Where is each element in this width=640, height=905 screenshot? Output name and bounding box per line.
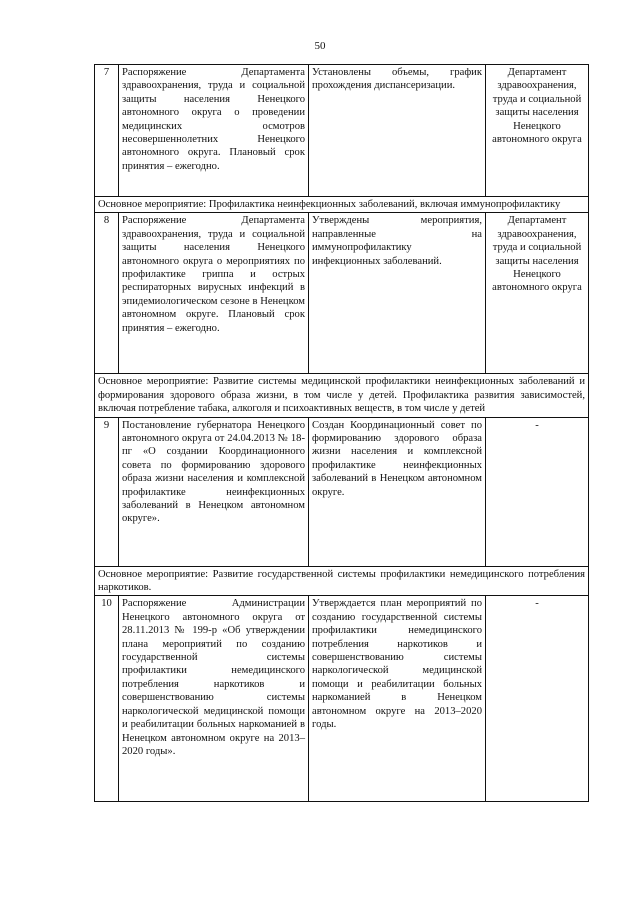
result-cell: Утверждены мероприятия, направленные на иммунопрофилактику инфекционных заболеваний.	[309, 213, 486, 374]
row-number: 8	[95, 213, 119, 374]
section-heading: Основное мероприятие: Развитие государственной системы профилактики немедицинского потребления наркотиков.	[95, 566, 589, 596]
table-row	[95, 65, 589, 197]
document-cell: Распоряжение Департамента здравоохранения, труда и социальной защиты населения Ненецкого автономного округа о проведении медицинских осмотров несовершеннолетних Ненецкого автономного округа. Плановый срок принятия – ежегодно.	[119, 65, 309, 197]
row-number: 7	[95, 65, 119, 197]
row-number: 9	[95, 417, 119, 566]
row-number: 10	[95, 596, 119, 802]
measures-table	[94, 64, 589, 802]
result-cell: Утверждается план мероприятий по созданию государственной системы профилактики немедицинского потребления наркотиков и совершенствованию системы наркологической медицинской помощи и реабилитации больных наркоманией в Ненецком автономном округе на 2013–2020 годы.	[309, 596, 486, 802]
section-heading: Основное мероприятие: Профилактика неинфекционных заболеваний, включая иммунопрофилактику	[95, 197, 589, 213]
table-row	[95, 596, 589, 802]
section-heading: Основное мероприятие: Развитие системы медицинской профилактики неинфекционных заболеваний и формирования здорового образа жизни, в том числе у детей. Профилактика развития зависимостей, включая потребление табака, алкоголя и психоактивных веществ, в том числе у детей	[95, 374, 589, 417]
responsible-cell: Департамент здравоохранения, труда и социальной защиты населения Ненецкого автономного округа	[486, 65, 589, 197]
result-cell: Установлены объемы, график прохождения диспансеризации.	[309, 65, 486, 197]
table-row	[95, 417, 589, 566]
section-row	[95, 566, 589, 596]
document-cell: Постановление губернатора Ненецкого автономного округа от 24.04.2013 № 18-пг «О создании Координационного совета по формированию здорового образа жизни населения и комплексной профилактике неинфекционных заболеваний в Ненецком автономном округе».	[119, 417, 309, 566]
section-row	[95, 197, 589, 213]
result-cell: Создан Координационный совет по формированию здорового образа жизни населения и комплексной профилактике неинфекционных заболеваний в Ненецком автономном округе.	[309, 417, 486, 566]
document-cell: Распоряжение Администрации Ненецкого автономного округа от 28.11.2013 № 199-р «Об утверждении плана мероприятий по созданию государственной системы профилактики немедицинского потребления наркотиков и совершенствованию системы наркологической медицинской помощи и реабилитации больных наркоманией в Ненецком автономном округе на 2013–2020 годы».	[119, 596, 309, 802]
page-number: 50	[314, 40, 326, 52]
responsible-cell: Департамент здравоохранения, труда и социальной защиты населения Ненецкого автономного округа	[486, 213, 589, 374]
section-row	[95, 374, 589, 417]
responsible-cell: -	[486, 417, 589, 566]
document-cell: Распоряжение Департамента здравоохранения, труда и социальной защиты населения Ненецкого автономного округа о мероприятиях по профилактике гриппа и острых респираторных вирусных инфекций в эпидемиологическом сезоне в Ненецком автономном округе. Плановый срок принятия – ежегодно.	[119, 213, 309, 374]
responsible-cell: -	[486, 596, 589, 802]
table-row	[95, 213, 589, 374]
